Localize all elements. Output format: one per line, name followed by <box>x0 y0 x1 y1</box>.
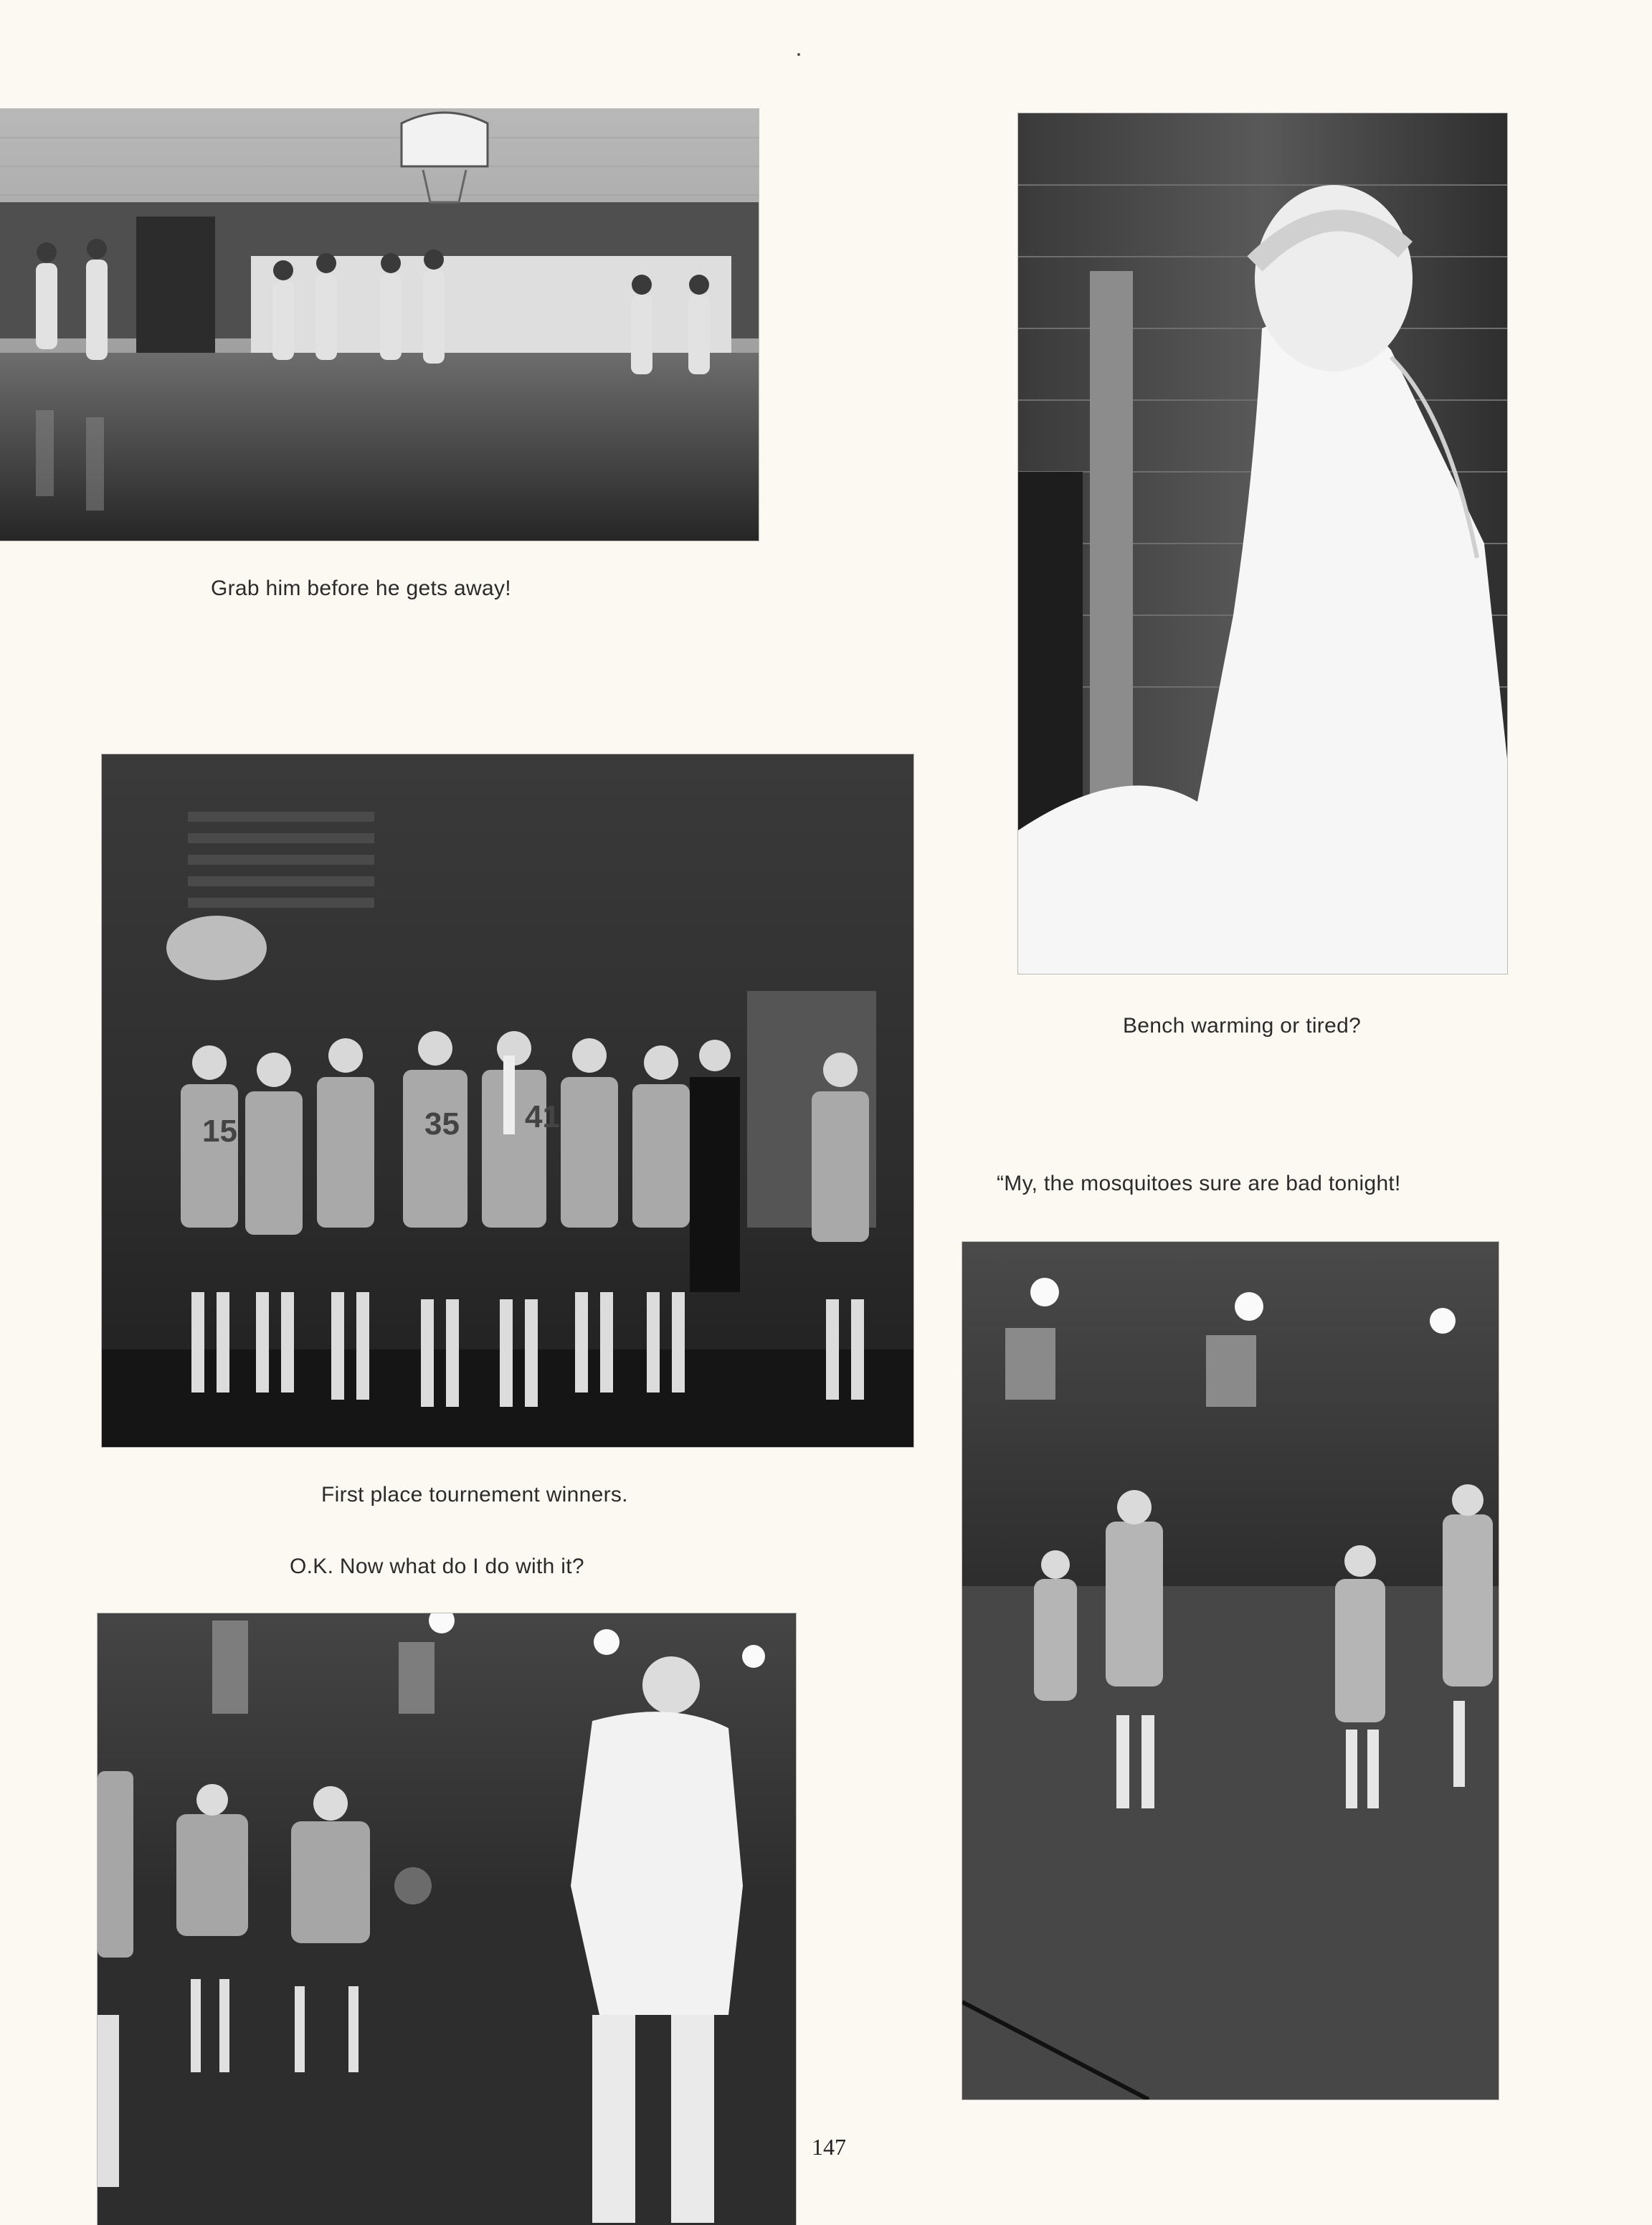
svg-text:15: 15 <box>202 1114 237 1149</box>
print-speck <box>797 53 800 56</box>
basketball-court-photo-icon <box>0 109 759 541</box>
photo-team-trophy <box>102 754 913 1447</box>
photo-night-game <box>962 1242 1499 2100</box>
caption-gym-scrimmage: Grab him before he gets away! <box>211 577 511 600</box>
photo-gym-scrimmage <box>0 109 759 541</box>
caption-night-game: “My, the mosquitoes sure are bad tonight! <box>997 1172 1401 1195</box>
portrait-photo-icon <box>1018 113 1507 974</box>
photo-free-throw <box>98 1613 796 2225</box>
svg-text:41: 41 <box>525 1099 560 1134</box>
caption-free-throw: O.K. Now what do I do with it? <box>290 1555 584 1578</box>
team-group-photo-icon <box>102 754 913 1447</box>
basketball-action-photo-icon <box>98 1613 796 2225</box>
basketball-action-photo-icon <box>962 1242 1499 2100</box>
page-number: 147 <box>812 2134 846 2160</box>
caption-bench-player: Bench warming or tired? <box>1123 1014 1362 1038</box>
svg-text:35: 35 <box>424 1106 460 1142</box>
photo-bench-player <box>1018 113 1507 974</box>
caption-team-trophy: First place tournement winners. <box>321 1483 628 1507</box>
